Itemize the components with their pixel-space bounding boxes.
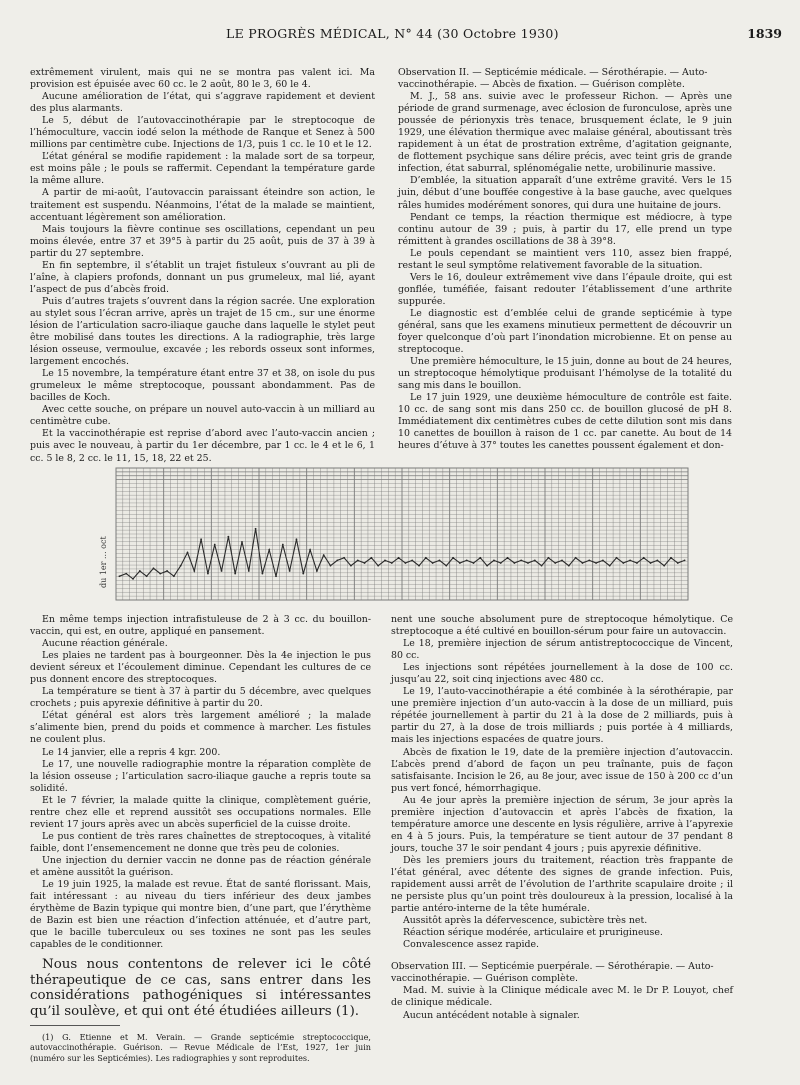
paragraph: Le 19 juin 1925, la malade est revue. État de santé florissant. Mais, fait intéressant : au niveau du tiers inférieur des deux jambes érythème de Bazin typique qui montre bien, d’une part, que l’érythème de Bazin est bien une réaction d’infection atténuée, et d’autre part, que le bacille tuberculeux ou ses toxines ne sont pas les seules capables de le conditionner.	[30, 879, 371, 951]
chart-data-point	[656, 560, 658, 562]
chart-data-point	[316, 570, 318, 572]
chart-data-point	[159, 573, 161, 575]
paragraph: Les plaies ne tardent pas à bourgeonner. Dès la 4e injection le pus devient séreux et l’écoulement diminue. Cependant les cultures de ce pus donnent encore des streptocoques.	[30, 650, 371, 686]
chart-data-point	[139, 570, 141, 572]
chart-data-point	[132, 578, 134, 580]
paragraph: Une injection du dernier vaccin ne donne pas de réaction générale et amène aussitôt la guérison.	[30, 854, 371, 878]
column-bottom-right	[391, 614, 733, 1022]
temperature-chart	[98, 466, 692, 602]
chart-data-point	[193, 570, 195, 572]
paragraph: Le 17, une nouvelle radiographie montre la réparation complète de la lésion osseuse ; l’articulation sacro-iliaque gauche a repris toute sa solidité.	[30, 758, 371, 794]
chart-data-point	[248, 570, 250, 572]
chart-data-point	[479, 557, 481, 559]
chart-data-point	[125, 573, 127, 575]
paragraph: En même temps injection intrafistuleuse de 2 à 3 cc. du bouillon-vaccin, qui est, en outre, appliqué en pansement.	[30, 614, 371, 638]
column-bottom-left	[30, 614, 371, 1063]
chart-data-point	[391, 562, 393, 564]
chart-data-point	[561, 560, 563, 562]
paragraph: Réaction sérique modérée, articulaire et prurigineuse.	[403, 927, 663, 939]
chart-data-point	[187, 552, 189, 554]
chart-data-point	[636, 562, 638, 564]
paragraph: L’état général se modifie rapidement : la malade sort de sa torpeur, est moins pâle ; le pouls se raffermit. Cependant la température garde la même allure.	[30, 151, 375, 187]
chart-data-point	[588, 560, 590, 562]
paragraph: Pendant ce temps, la réaction thermique est médiocre, à type continu autour de 39 ; puis, à partir du 17, elle prend un type rémittent à grandes oscillations de 38 à 39°8.	[398, 211, 732, 247]
chart-data-point	[527, 562, 529, 564]
chart-data-point	[146, 575, 148, 577]
journal-title: LE PROGRÈS MÉDICAL, N° 44 (30 Octobre 1930)	[226, 26, 559, 41]
paragraph: Le 17 juin 1929, une deuxième hémoculture de contrôle est faite. 10 cc. de sang sont mis dans 250 cc. de bouillon glucosé de pH 8. Immédiatement dix centimètres cubes de cette dilution sont mis dans 10 canettes de bouillon à raison de 1 cc. par canette. Au bout de 14 heures d’étuve à 37° toutes les canettes poussent également et don-	[398, 392, 732, 452]
chart-data-point	[602, 560, 604, 562]
chart-data-point	[670, 557, 672, 559]
chart-data-point	[663, 565, 665, 567]
paragraph: nent une souche absolument pure de streptocoque hémolytique. Ce streptocoque a été cultivé en bouillon-sérum pour faire un autovaccin.	[391, 614, 733, 638]
paragraph: Et la vaccinothérapie est reprise d’abord avec l’auto-vaccin ancien ; puis avec le nouveau, à partir du 1er décembre, par 1 cc. le 4 et le 6, 1 cc. 5 le 8, 2 cc. le 11, 15, 18, 22 et 25.	[30, 428, 375, 464]
paragraph: Le 5, début de l’autovaccinothérapie par le streptocoque de l’hémoculture, vaccin iodé selon la méthode de Ranque et Senez à 500 millions par centimètre cube. Injections de 1/3, puis 1 cc. le 10 et le 12.	[30, 115, 375, 151]
chart-data-point	[473, 562, 475, 564]
chart-data-point	[554, 562, 556, 564]
paragraph: Et le 7 février, la malade quitte la clinique, complètement guérie, rentre chez elle et reprend aussitôt ses occupations normales. Elle revient 17 jours après avec un abcès superficiel de la cuisse droite.	[30, 794, 371, 830]
lead-paragraph: Nous nous contentons de relever ici le côté thérapeutique de ce cas, sans entrer dans les considérations pathogéniques si intéressantes qu’il soulève, et qui ont été étudiées ailleurs (1).	[30, 957, 371, 1019]
chart-data-point	[153, 567, 155, 569]
chart-data-point	[445, 565, 447, 567]
chart-data-point	[466, 560, 468, 562]
footnote: (1) G. Etienne et M. Verain. — Grande septicémie streptococcique, autovaccinothérapie. Guérison. — Revue Médicale de l’Est, 1927, 1er juin (numéro sur les Septicémies). Les radiographies y sont reproduites.	[30, 1031, 371, 1063]
paragraph: La température se tient à 37 à partir du 5 décembre, avec quelques crochets ; puis apyrexie définitive à partir du 20.	[30, 686, 371, 710]
paragraph: En fin septembre, il s’établit un trajet fistuleux s’ouvrant au pli de l’aîne, à clapiers profonds, donnant un pus grumeleux, mal lié, ayant l’aspect de pus d’abcès froid.	[30, 259, 375, 295]
paragraph: Le diagnostic est d’emblée celui de grande septicémie à type général, sans que les examens minutieux permettent de découvrir un foyer quelconque d’où part l’inondation microbienne. Et on pense au streptocoque.	[398, 307, 732, 356]
chart-side-label: du 1er ... oct	[99, 536, 108, 588]
chart-data-point	[289, 570, 291, 572]
chart-data-point	[684, 560, 686, 562]
chart-data-point	[418, 565, 420, 567]
chart-data-point	[296, 538, 298, 540]
chart-data-point	[459, 562, 461, 564]
chart-data-point	[309, 549, 311, 551]
column-top-left	[30, 67, 375, 465]
paragraph: Le 14 janvier, elle a repris 4 kgr. 200.	[42, 746, 221, 758]
paragraph: extrêmement virulent, mais qui ne se montra pas valent ici. Ma provision est épuisée avec 60 cc. le 2 août, 80 le 3, 60 le 4.	[30, 67, 375, 91]
chart-data-point	[507, 557, 509, 559]
chart-data-point	[268, 549, 270, 551]
chart-data-point	[384, 560, 386, 562]
chart-data-point	[166, 570, 168, 572]
chart-data-point	[221, 570, 223, 572]
chart-data-point	[255, 528, 257, 530]
chart-data-point	[432, 562, 434, 564]
chart-data-point	[234, 573, 236, 575]
chart-data-point	[214, 544, 216, 546]
column-top-right	[398, 67, 732, 453]
paragraph: Aucun antécédent notable à signaler.	[403, 1009, 580, 1021]
paragraph: Le pouls cependant se maintient vers 110, assez bien frappé, restant le seul symptôme relativement favorable de la situation.	[398, 247, 732, 271]
chart-data-point	[622, 562, 624, 564]
chart-data-point	[180, 565, 182, 567]
chart-data-point	[575, 557, 577, 559]
paragraph: Abcès de fixation le 19, date de la première injection d’autovaccin. L’abcès prend d’abord de façon un peu traînante, puis de façon satisfaisante. Incision le 26, au 8e jour, avec issue de 150 à 200 cc d’un pus vert foncé, hémorrhagique.	[391, 746, 733, 794]
chart-data-point	[343, 557, 345, 559]
paragraph: A partir de mi-août, l’autovaccin paraissant éteindre son action, le traitement est suspendu. Néanmoins, l’état de la malade se maintient, accentuant légèrement son amélioration.	[30, 187, 375, 223]
observation-title: Observation II. — Septicémie médicale. — Sérothérapie. — Auto-vaccinothérapie. — Abcès de fixation. — Guérison complète.	[398, 67, 708, 91]
footnote-rule	[30, 1025, 120, 1026]
paragraph: Mais toujours la fièvre continue ses oscillations, cependant un peu moins élevée, entre 37 et 39°5 à partir du 25 août, puis de 37 à 39 à partir du 27 septembre.	[30, 223, 375, 259]
chart-data-point	[548, 557, 550, 559]
chart-data-point	[364, 562, 366, 564]
chart-data-point	[330, 565, 332, 567]
paragraph: Le 19, l’auto-vaccinothérapie a été combinée à la sérothérapie, par une première injection d’un auto-vaccin à la dose de un milliard, puis répétée journellement à partir du 21 à la dose de 2 milliards, puis à partir du 27, à la dose de trois milliards ; puis portée à 4 milliards, mais les injections espacées de quatre jours.	[391, 686, 733, 746]
chart-data-point	[582, 562, 584, 564]
chart-data-point	[119, 575, 121, 577]
paragraph: Vers le 16, douleur extrêmement vive dans l’épaule droite, qui est gonflée, tuméfiée, faisant redouter l’établissement d’une arthrite suppurée.	[398, 271, 732, 307]
paragraph: D’emblée, la situation apparaît d’une extrême gravité. Vers le 15 juin, début d’une bouffée congestive à la base gauche, avec quelques râles humides modérément sonores, qui dura une huitaine de jours.	[398, 175, 732, 211]
chart-data-point	[405, 562, 407, 564]
paragraph: Une première hémoculture, le 15 juin, donne au bout de 24 heures, un streptocoque hémolytique produisant l’hémolyse de la totalité du sang mis dans le bouillon.	[398, 356, 732, 392]
chart-data-point	[643, 557, 645, 559]
chart-data-point	[513, 562, 515, 564]
chart-data-point	[452, 557, 454, 559]
paragraph: Le 15 novembre, la température étant entre 37 et 38, on isole du pus grumeleux le même streptocoque, poussant abondamment. Pas de bacilles de Koch.	[30, 368, 375, 404]
paragraph: Aussitôt après la défervescence, subictère très net.	[403, 915, 648, 927]
chart-data-point	[377, 565, 379, 567]
paragraph: Le pus contient de très rares chaînettes de streptocoques, à vitalité faible, dont l’ensemencement ne donne que très peu de colonies.	[30, 830, 371, 854]
chart-data-point	[323, 554, 325, 556]
chart-data-point	[173, 575, 175, 577]
paragraph: Mad. M. suivie à la Clinique médicale avec M. le Dr P. Louyot, chef de clinique médicale.	[391, 985, 733, 1009]
chart-data-point	[411, 560, 413, 562]
chart-data-point	[677, 562, 679, 564]
paragraph: Avec cette souche, on prépare un nouvel auto-vaccin à un milliard au centimètre cube.	[30, 404, 375, 428]
page-number: 1839	[747, 26, 782, 41]
paragraph: Puis d’autres trajets s’ouvrent dans la région sacrée. Une exploration au stylet sous l’écran arrive, après un trajet de 15 cm., sur une énorme lésion de l’articulation sacro-iliaque gauche dans laquelle le stylet peut être mobilisé dans toutes les directions. A la radiographie, très large lésion osseuse, vermoulue, excavée ; les rebords osseux sont informes, largement encochés.	[30, 295, 375, 368]
paragraph: L’état général est alors très largement amélioré ; la malade s’alimente bien, prend du poids et commence à marcher. Les fistules ne coulent plus.	[30, 710, 371, 746]
chart-data-point	[534, 560, 536, 562]
chart-data-point	[370, 557, 372, 559]
chart-data-point	[200, 538, 202, 540]
page-header	[14, 20, 786, 46]
paragraph: Convalescence assez rapide.	[403, 939, 539, 951]
paragraph: Au 4e jour après la première injection de sérum, 3e jour après la première injection d’autovaccin et après l’abcès de fixation, la température amorce une descente en lysis régulière, arrive à l’apyrexie en 4 à 5 jours. Puis, la température se tient autour de 37 pendant 8 jours, touche 37 le soir pendant 4 jours ; puis apyrexie définitive.	[391, 794, 733, 854]
paragraph: Aucune amélioration de l’état, qui s’aggrave rapidement et devient des plus alarmants.	[30, 91, 375, 115]
chart-data-point	[520, 560, 522, 562]
paragraph: Dès les premiers jours du traitement, réaction très frappante de l’état général, avec détente des signes de grande infection. Puis, rapidement aussi arrêt de l’évolution de l’arthrite scapulaire droite ; il ne persiste plus qu’un point très douloureux à la pression, localisé à la partie antéro-interne de la tête humérale.	[391, 854, 733, 915]
chart-data-point	[357, 560, 359, 562]
chart-data-point	[486, 565, 488, 567]
chart-data-point	[227, 536, 229, 538]
chart-data-point	[282, 544, 284, 546]
chart-data-point	[500, 562, 502, 564]
chart-data-point	[262, 573, 264, 575]
chart-data-point	[568, 565, 570, 567]
chart-data-point	[241, 541, 243, 543]
chart-data-point	[629, 560, 631, 562]
chart-data-point	[650, 562, 652, 564]
chart-data-point	[425, 557, 427, 559]
chart-data-point	[275, 575, 277, 577]
chart-data-point	[207, 573, 209, 575]
chart-data-point	[493, 560, 495, 562]
chart-data-point	[350, 565, 352, 567]
observation-title: Observation III. — Septicémie puerpérale. — Sérothérapie. — Auto-vaccinothérapie. — Guérison complète.	[391, 961, 714, 985]
chart-data-point	[398, 557, 400, 559]
paragraph: Les injections sont répétées journellement à la dose de 100 cc. jusqu’au 22, soit cinq injections avec 480 cc.	[391, 662, 733, 686]
chart-data-point	[439, 560, 441, 562]
chart-data-point	[595, 562, 597, 564]
chart-data-point	[609, 565, 611, 567]
paragraph: Le 18, première injection de sérum antistreptococcique de Vincent, 80 cc.	[391, 638, 733, 662]
paragraph: M. J., 58 ans. suivie avec le professeur Richon. — Après une période de grand surmenage, avec éclosion de furonculose, après une poussée de périonyxis très tenace, brusquement éclate, le 9 juin 1929, une élévation thermique avec malaise général, aboutissant très rapidement à un état de prostration extrême, d’agitation geignante, de flottement psychique sans délire précis, avec teint gris de grande infection, état saburral, splénomégalie nette, urobilinurie massive.	[398, 91, 732, 175]
paragraph: Aucune réaction générale.	[42, 638, 168, 650]
chart-data-point	[541, 565, 543, 567]
chart-data-point	[616, 557, 618, 559]
chart-data-point	[302, 573, 304, 575]
chart-data-point	[336, 560, 338, 562]
